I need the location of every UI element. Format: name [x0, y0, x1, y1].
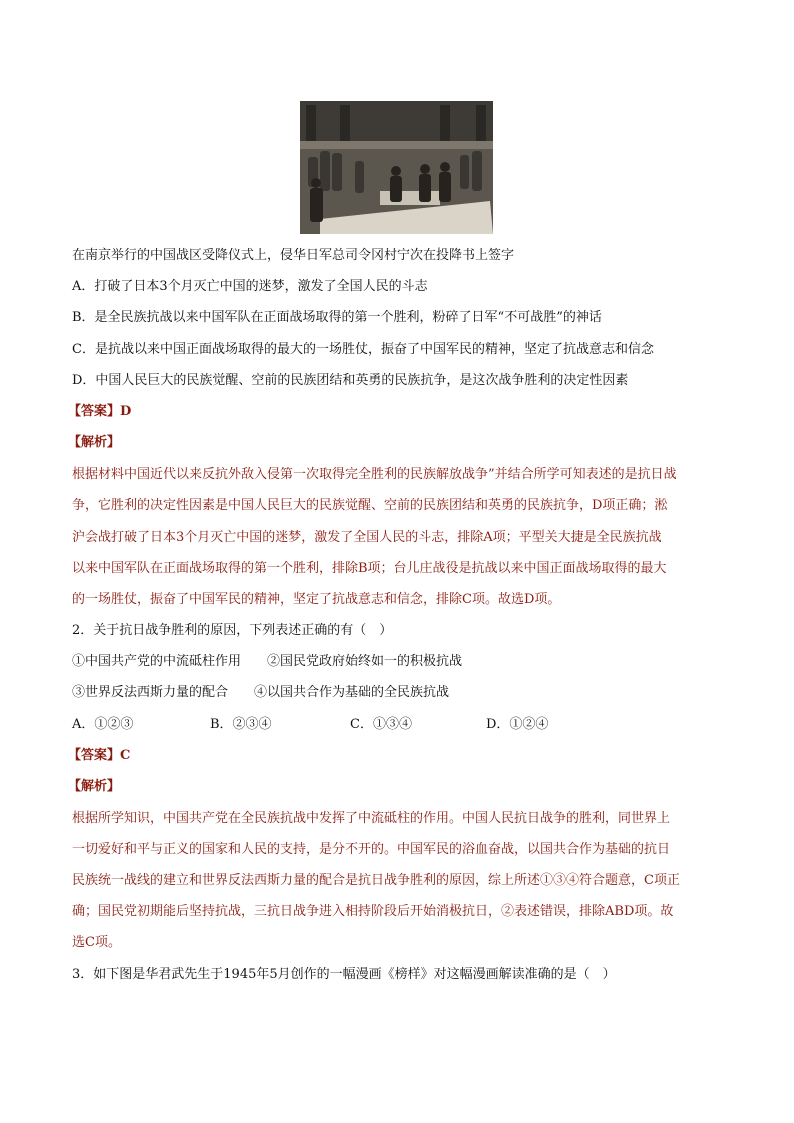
surrender-ceremony-photo [300, 101, 493, 234]
q2-choice-b: B．②③④ [210, 717, 272, 732]
q2-items-line-1: ①中国共产党的中流砥柱作用 ②国民党政府始终如一的积极抗战 [72, 654, 463, 669]
q1-option-a: A．打破了日本3个月灭亡中国的迷梦，激发了全国人民的斗志 [72, 279, 428, 294]
q1-analysis-line-2: 争，它胜利的决定性因素是中国人民巨大的民族觉醒、空前的民族团结和英勇的民族抗争，D项正确；淞 [72, 498, 668, 513]
q1-analysis-line-1: 根据材料中国近代以来反抗外敌入侵第一次取得完全胜利的民族解放战争”并结合所学可知表述的是抗日战 [72, 467, 677, 482]
q1-analysis-line-5: 的一场胜仗，振奋了中国军民的精神，坚定了抗战意志和信念，排除C项。故选D项。 [72, 592, 561, 607]
q2-analysis-label: 【解析】 [68, 779, 121, 794]
q2-choice-d: D．①②④ [486, 717, 549, 732]
q2-choices [72, 716, 548, 734]
q2-analysis-line-4: 确；国民党初期能后坚持抗战，三抗日战争进入相持阶段后开始消极抗日，②表述错误，排除ABD项。故 [72, 904, 674, 919]
q3-stem: 3．如下图是华君武先生于1945年5月创作的一幅漫画《榜样》对这幅漫画解读准确的是（ ） [72, 967, 616, 982]
q1-analysis-line-3: 沪会战打破了日本3个月灭亡中国的迷梦，激发了全国人民的斗志，排除A项；平型关大捷是全民族抗战 [72, 530, 662, 545]
q2-choice-c: C．①③④ [350, 717, 412, 732]
q2-analysis-line-5: 选C项。 [72, 935, 121, 950]
q1-option-d: D．中国人民巨大的民族觉醒、空前的民族团结和英勇的民族抗争，是这次战争胜利的决定性因素 [72, 373, 629, 388]
q1-analysis-label: 【解析】 [68, 435, 121, 450]
q1-option-c: C．是抗战以来中国正面战场取得的最大的一场胜仗，振奋了中国军民的精神，坚定了抗战意志和信念 [72, 342, 654, 357]
q1-analysis-line-4: 以来中国军队在正面战场取得的第一个胜利，排除B项；台儿庄战役是抗战以来中国正面战场取得的最大 [72, 561, 667, 576]
q1-option-b: B．是全民族抗战以来中国军队在正面战场取得的第一个胜利，粉碎了日军“不可战胜”的神话 [72, 310, 602, 325]
q2-answer: 【答案】C [68, 748, 131, 763]
photo-caption: 在南京举行的中国战区受降仪式上，侵华日军总司令冈村宁次在投降书上签字 [72, 248, 515, 263]
q2-stem: 2．关于抗日战争胜利的原因，下列表述正确的有（ ） [72, 623, 393, 638]
q1-answer: 【答案】D [68, 404, 132, 419]
q2-items-line-2: ③世界反法西斯力量的配合 ④以国共合作为基础的全民族抗战 [72, 685, 450, 700]
q2-analysis-line-1: 根据所学知识，中国共产党在全民族抗战中发挥了中流砥柱的作用。中国人民抗日战争的胜利，同世界上 [72, 811, 671, 826]
q2-analysis-line-3: 民族统一战线的建立和世界反法西斯力量的配合是抗日战争胜利的原因，综上所述①③④符合题意，C项正 [72, 873, 680, 888]
q2-analysis-line-2: 一切爱好和平与正义的国家和人民的支持，是分不开的。中国军民的浴血奋战，以国共合作为基础的抗日 [72, 842, 671, 857]
q2-choice-a: A．①②③ [72, 717, 134, 732]
